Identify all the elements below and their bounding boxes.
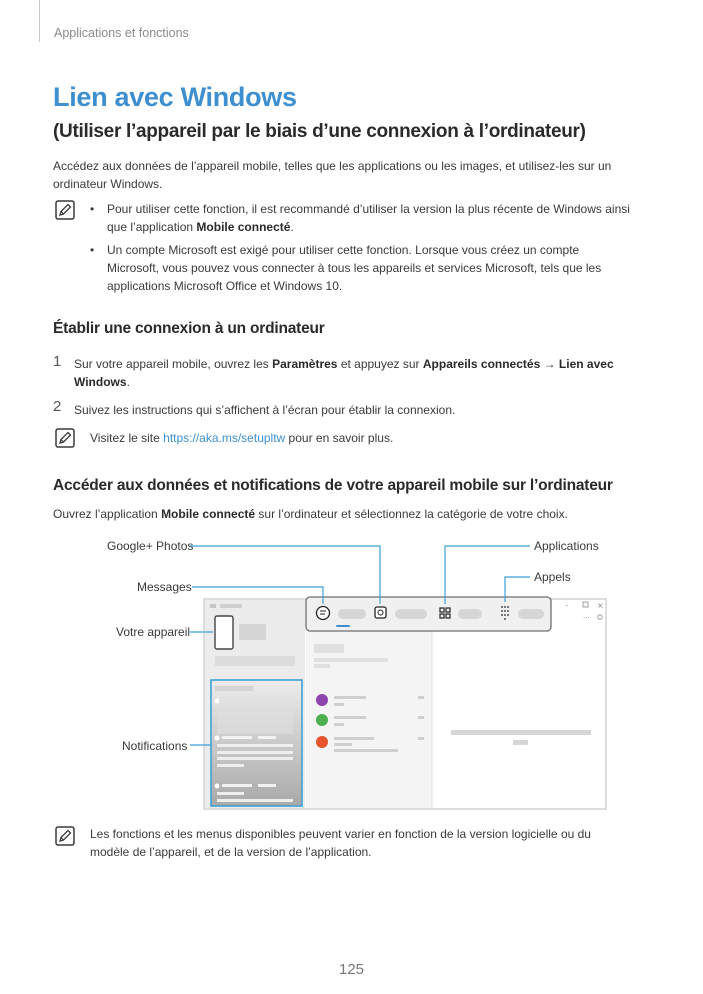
messages-icon xyxy=(317,607,330,620)
phone-icon xyxy=(215,616,233,649)
svg-text:···: ··· xyxy=(583,614,590,622)
footnote: Les fonctions et les menus disponibles peuvent varier en fonction de la version logicielle ou du modèle de l’appareil, et de la version de l’application. xyxy=(90,827,591,859)
step-number: 2 xyxy=(53,398,62,415)
step-text: Sur votre appareil mobile, ouvrez les xyxy=(74,357,273,371)
contact-avatar xyxy=(316,736,328,748)
visit-text: Visitez le site xyxy=(90,431,164,445)
setup-link[interactable]: https://aka.ms/setupltw xyxy=(163,431,286,445)
running-head: Applications et fonctions xyxy=(54,26,189,40)
note-bullet xyxy=(90,200,630,236)
note-text: Un compte Microsoft est exigé pour utiliser cette fonction. Lorsque vous créez un compte Microsoft, vous pouvez vous connecter à tous les appareils et services Microsoft, tels que les applications Microsoft Office et Windows 10. xyxy=(107,243,602,293)
menu-settings: Paramètres xyxy=(272,357,338,371)
arrow: → xyxy=(540,357,559,371)
callout-appels: Appels xyxy=(534,570,571,584)
open-text-end: sur l’ordinateur et sélectionnez la catégorie de votre choix. xyxy=(255,507,568,521)
callout-applications: Applications xyxy=(534,539,599,553)
bullet-dot: • xyxy=(90,243,95,257)
step-1-text xyxy=(74,355,634,391)
step-text: et appuyez sur xyxy=(337,357,423,371)
svg-text:–: – xyxy=(565,601,569,609)
page-title: Lien avec Windows xyxy=(53,82,297,112)
intro-paragraph: Accédez aux données de l’appareil mobile, telles que les applications ou les images, et utilisez-les sur un ordinateur Windows. xyxy=(53,159,612,191)
note-pencil-icon xyxy=(55,826,75,846)
visit-text-end: pour en savoir plus. xyxy=(285,431,394,445)
contact-avatar xyxy=(316,694,328,706)
page-subtitle: (Utiliser l’appareil par le biais d’une connexion à l’ordinateur) xyxy=(53,121,586,142)
visit-note xyxy=(90,429,393,447)
callout-messages: Messages xyxy=(137,580,192,594)
step-text: . xyxy=(126,375,130,389)
app-name: Mobile connecté xyxy=(161,507,256,521)
contact-avatar xyxy=(316,714,328,726)
section-heading-access: Accéder aux données et notifications de votre appareil mobile sur l’ordinateur xyxy=(53,477,613,494)
corner-rule xyxy=(39,0,40,42)
step-number: 1 xyxy=(53,353,62,370)
callout-notifications: Notifications xyxy=(122,739,188,753)
app-window-diagram xyxy=(0,530,703,820)
note-text-end: . xyxy=(290,220,294,234)
svg-text:×: × xyxy=(597,601,604,610)
callout-votre-appareil: Votre appareil xyxy=(116,625,191,639)
open-text: Ouvrez l’application xyxy=(53,507,162,521)
note-text: Pour utiliser cette fonction, il est recommandé d’utiliser la version la plus récente de Windows ainsi que l’application xyxy=(107,202,630,234)
photos-icon xyxy=(375,607,386,618)
note-bullet xyxy=(90,241,630,295)
app-name: Mobile connecté xyxy=(196,220,291,234)
section-heading-connect: Établir une connexion à un ordinateur xyxy=(53,320,325,337)
callout-google-photos: Google+ Photos xyxy=(107,539,194,553)
page-number: 125 xyxy=(338,961,365,978)
menu-connected-devices: Appareils connectés xyxy=(422,357,541,371)
note-pencil-icon xyxy=(55,428,75,448)
menu-link-windows: Lien avec Windows xyxy=(74,357,614,389)
bullet-dot: • xyxy=(90,202,95,216)
note-pencil-icon xyxy=(55,200,75,220)
open-app-paragraph xyxy=(53,505,568,523)
step-2-text: Suivez les instructions qui s’affichent à l’écran pour établir la connexion. xyxy=(74,403,456,417)
notifications-panel xyxy=(211,680,302,806)
